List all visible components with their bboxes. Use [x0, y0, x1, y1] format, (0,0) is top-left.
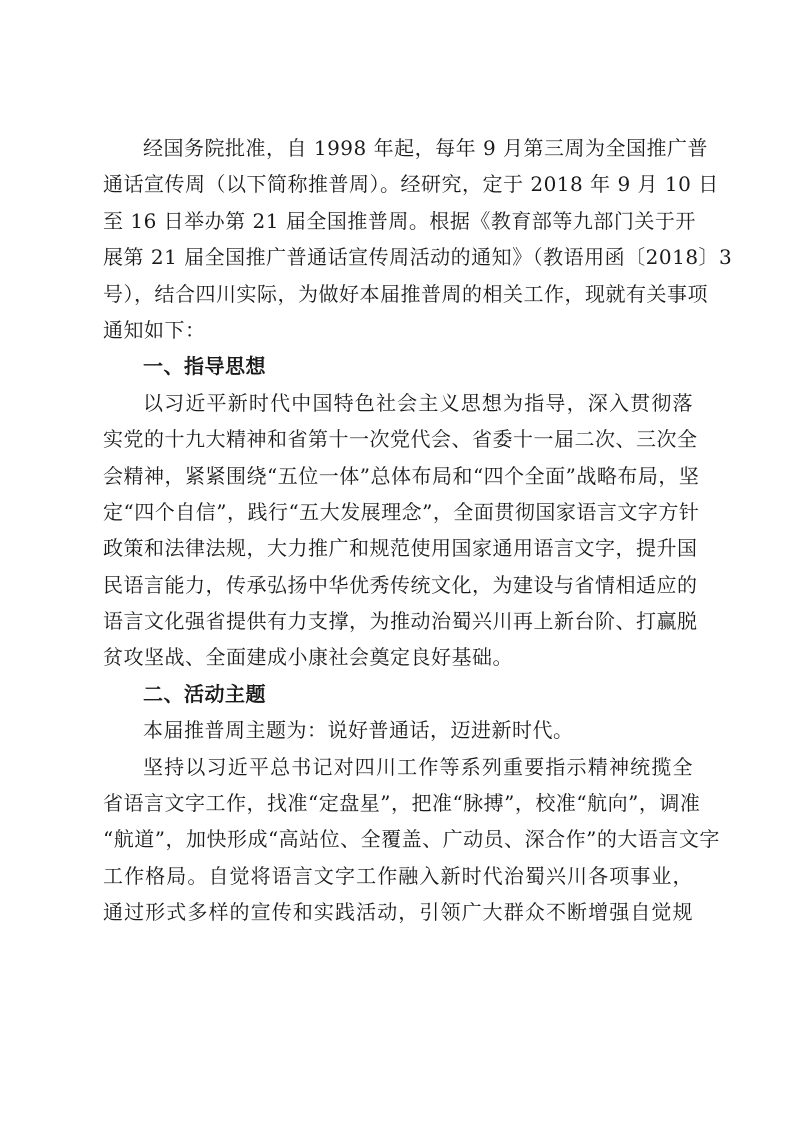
text-line: 民语言能力，传承弘扬中华优秀传统文化，为建设与省情相适应的	[103, 572, 698, 597]
text-line: 号），结合四川实际，为做好本届推普周的相关工作，现就有关事项	[103, 281, 708, 306]
text-line: 通知如下：	[103, 317, 206, 342]
section-heading-activity-theme: 二、活动主题	[143, 681, 266, 706]
section-heading-guiding-ideology: 一、指导思想	[143, 354, 266, 379]
text-line: 通过形式多样的宣传和实践活动，引领广大群众不断增强自觉规	[103, 900, 693, 925]
document-body	[103, 130, 733, 931]
text-line: 会精神，紧紧围绕“五位一体”总体布局和“四个全面”战略布局，坚	[103, 463, 700, 488]
text-line: 至 16 日举办第 21 届全国推普周。根据《教育部等九部门关于开	[103, 208, 696, 233]
text-line: 经国务院批准，自 1998 年起，每年 9 月第三周为全国推广普	[143, 136, 709, 160]
text-line: 定“四个自信”，践行“五大发展理念”，全面贯彻国家语言文字方针	[103, 499, 700, 524]
text-line: 通话宣传周（以下简称推普周）。经研究，定于 2018 年 9 月 10 日	[103, 172, 719, 197]
text-line: 展第 21 届全国推广普通话宣传周活动的通知》（教语用函〔2018〕3	[103, 245, 733, 270]
text-line: 政策和法律法规，大力推广和规范使用国家通用语言文字，提升国	[103, 536, 698, 561]
text-line: 以习近平新时代中国特色社会主义思想为指导，深入贯彻落	[143, 390, 693, 415]
text-line: 工作格局。自觉将语言文字工作融入新时代治蜀兴川各项事业，	[103, 863, 693, 888]
theme-line: 本届推普周主题为：说好普通话，迈进新时代。	[143, 718, 574, 743]
text-line: “航道”，加快形成“高站位、全覆盖、广动员、深合作”的大语言文字	[103, 827, 720, 852]
text-line: 省语言文字工作，找准“定盘星”，把准“脉搏”，校准“航向”，调准	[103, 791, 701, 816]
text-line: 实党的十九大精神和省第十一次党代会、省委十一届二次、三次全	[103, 427, 698, 452]
text-line: 坚持以习近平总书记对四川工作等系列重要指示精神统揽全	[143, 754, 693, 779]
text-line: 语言文化强省提供有力支撑，为推动治蜀兴川再上新台阶、打赢脱	[103, 609, 698, 634]
text-line: 贫攻坚战、全面建成小康社会奠定良好基础。	[103, 645, 513, 670]
